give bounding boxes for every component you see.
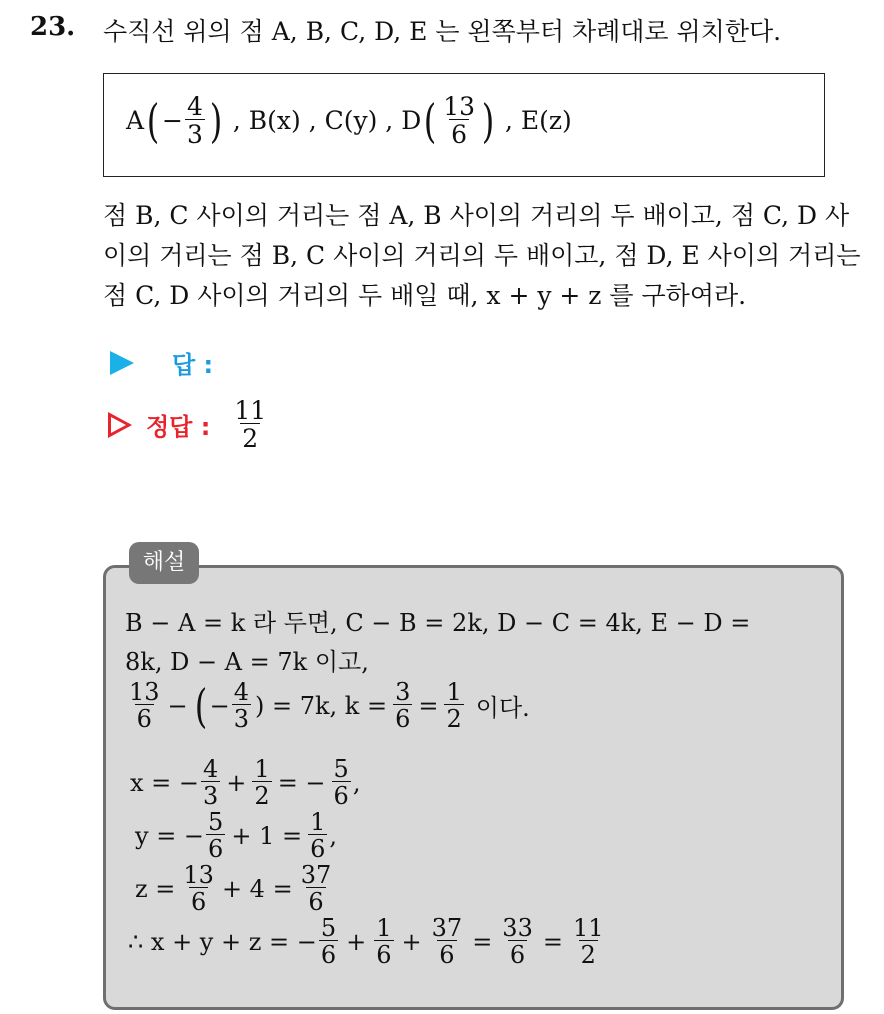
answer-label: 답 :	[172, 351, 214, 379]
correct-triangle-icon	[108, 412, 132, 438]
point-b: , B(x)	[232, 106, 301, 135]
solution-line-5: y = − $\frac{5}{6}$ + 1 = $\frac{1}{6}$ ,	[135, 808, 337, 863]
question-number: 23.	[30, 12, 76, 42]
given-box	[103, 73, 825, 177]
solution-line-2: 8k, D − A = 7k 이고,	[125, 648, 369, 676]
solution-line-7: ∴ x + y + z = − $\frac{5}{6}$ + $\frac{1}{6}$ + $\frac{37}{6}$ = $\frac{33}{6}$ = $\frac{11}{2}$	[128, 914, 604, 969]
correct-answer-row	[108, 398, 270, 451]
point-e: , E(z)	[504, 106, 572, 135]
point-a-label: A	[126, 106, 145, 135]
point-a-fraction: $\frac{4}{3}$	[186, 92, 203, 149]
given-points: A ( − $\frac{4}{3}$ ) , B(x) , C(y) , D ( $\frac{13}{6}$ ) , E(z)	[126, 92, 572, 149]
solution-line-1: B − A = k 라 두면, C − B = 2k, D − C = 4k, E − D =	[125, 609, 751, 637]
answer-triangle-icon	[110, 351, 134, 375]
correct-answer-value: $\frac{11}{2}$	[234, 396, 267, 453]
solution-tab: 해설	[129, 542, 199, 584]
answer-row	[110, 345, 213, 380]
problem-line-2: 이의 거리는 점 B, C 사이의 거리의 두 배이고, 점 D, E 사이의 거리는	[103, 241, 861, 270]
solution-line-3: $\frac{13}{6}$ − ( − $\frac{4}{3}$ ) = 7k, k = $\frac{3}{6}$ = $\frac{1}{2}$ 이다.	[129, 678, 530, 733]
question-text: 수직선 위의 점 A, B, C, D, E 는 왼쪽부터 차례대로 위치한다.	[103, 17, 782, 46]
correct-label: 정답 :	[146, 413, 211, 441]
solution-line-4: x = − $\frac{4}{3}$ + $\frac{1}{2}$ = − $\frac{5}{6}$ ,	[130, 755, 361, 810]
problem-line-3: 점 C, D 사이의 거리의 두 배일 때, x + y + z 를 구하여라.	[103, 281, 747, 310]
point-d-fraction: $\frac{13}{6}$	[443, 92, 476, 149]
point-c-d: , C(y) , D	[308, 106, 422, 135]
problem-line-1: 점 B, C 사이의 거리는 점 A, B 사이의 거리의 두 배이고, 점 C, D 사	[103, 201, 850, 230]
solution-line-6: z = $\frac{13}{6}$ + 4 = $\frac{37}{6}$	[135, 861, 332, 916]
